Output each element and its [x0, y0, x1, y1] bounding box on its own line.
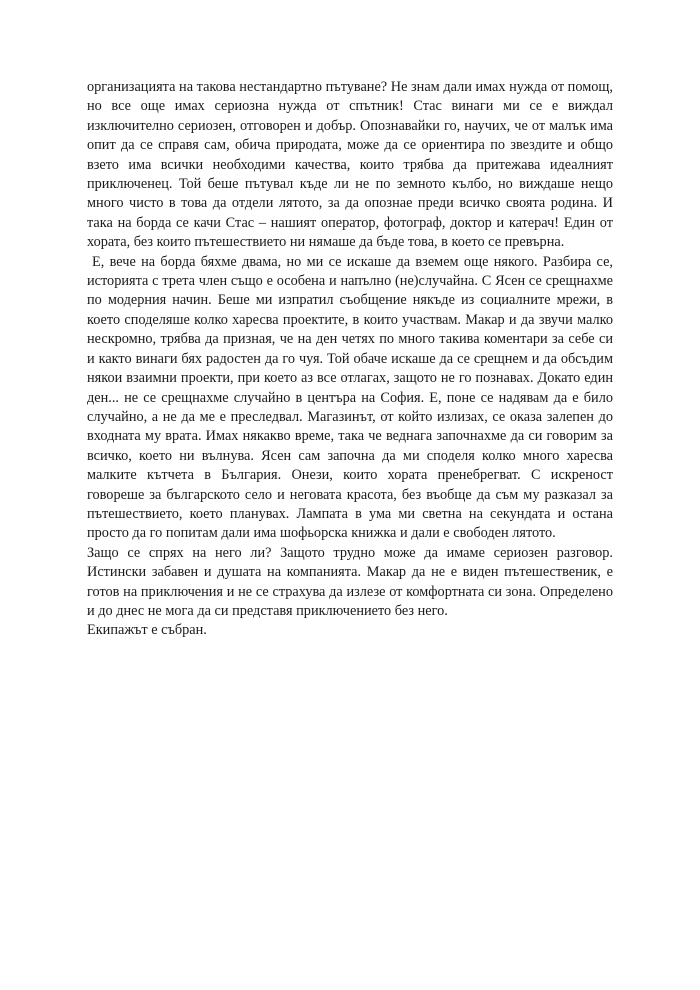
paragraph: Екипажът е събран. [87, 622, 207, 639]
body-text [87, 78, 613, 641]
paragraph: Защо се спрях на него ли? Защото трудно може да имаме сериозен разговор. Истински забавен и душата на компанията. Макар да не е виден пътешественик, е готов на приключения и не се страхува да излезе от комфортната си зона. Определено и до днес не мога да си представя приключението без него. [87, 544, 613, 619]
paragraph: Е, вече на борда бяхме двама, но ми се искаше да вземем още някого. Разбира се, историята с трета член също е особена и напълно (не)случайна. С Ясен се срещнахме по модерния начин. Беше ми изпратил съобщение някъде из социалните мрежи, в което споделяше колко харесва проектите, в които участвам. Макар и да звучи малко нескромно, трябва да призная, че на ден четях по много такива коментари за себе си и както винаги бях радостен да го чуя. Той обаче искаше да се срещнем и да обсъдим някои взаимни проекти, при което аз все отлагах, защото не го познавах. Докато един ден... не се срещнахме случайно в центъра на София. Е, поне се надявам да е било случайно, а не да ме е преследвал. Магазинът, от който излизах, се оказа залепен до входната му врата. Имах някакво време, така че веднага започнахме да си говорим за всичко, което ни вълнува. Ясен сам започна да ми споделя колко много харесва малките кътчета в България. Онези, които хората пренебрегват. С искреност говореше за българското село и неговата красота, без въобще да съм му разказал за пътешествието, което планувах. Лампата в ума ми светна на секундата и остана просто да го попитам дали има шофьорска книжка и дали е свободен лятото. [87, 253, 613, 542]
paragraph: организацията на такова нестандартно пътуване? Не знам дали имах нужда от помощ, но все още имах сериозна нужда от спътник! Стас винаги ми се е виждал изключително сериозен, отговорен и добър. Опознавайки го, научих, че от малък има опит да се справя сам, обича природата, може да се ориентира по звездите и общо взето има всички необходими качества, които трябва да притежава идеалният приключенец. Той беше пътувал къде ли не по земното кълбо, но виждаше нещо много чисто в това да отдели лятото, за да опознае преди всичко своята родина. И така на борда се качи Стас – нашият оператор, фотограф, доктор и катерач! Един от хората, без които пътешествието ни нямаше да бъде това, в което се превърна. [87, 79, 613, 251]
